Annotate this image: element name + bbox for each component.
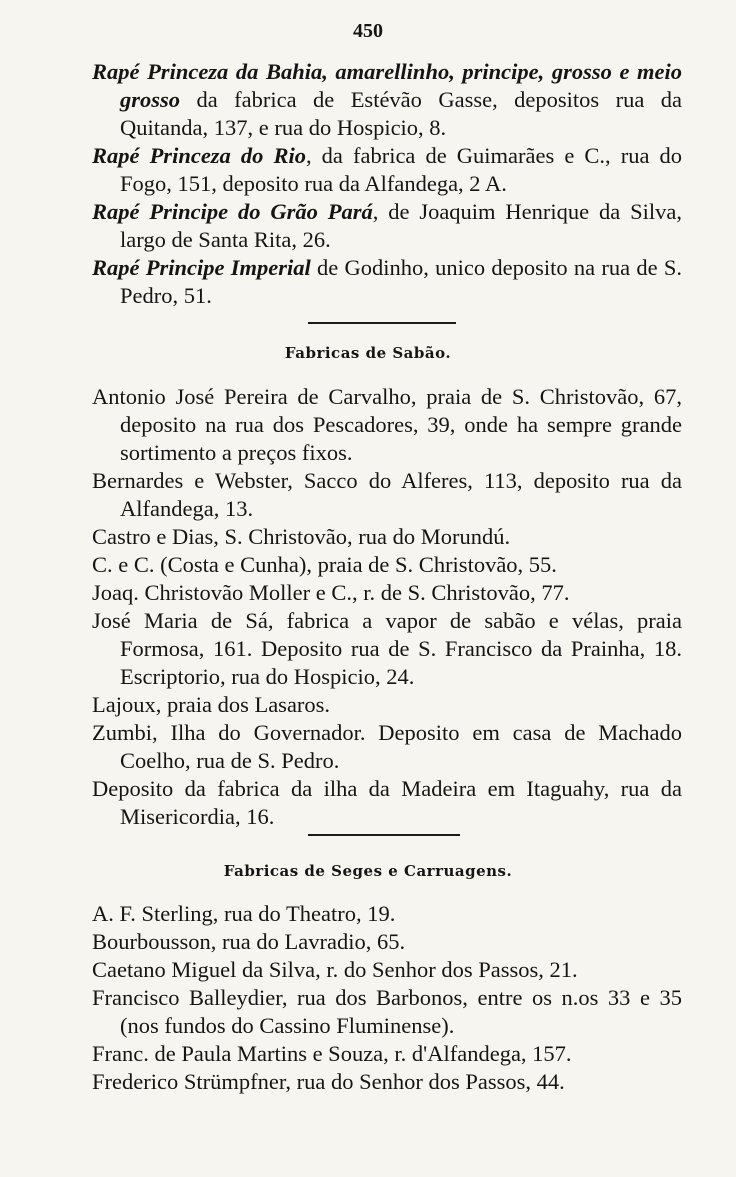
entry-lead: Rapé Princeza do Rio [92,143,306,168]
list-item: José Maria de Sá, fabrica a vapor de sabão e vélas, praia Formosa, 161. Deposito rua de S. Francisco da Prainha, 18. Escriptorio, rua do Hospicio, 24. [92,608,682,689]
list-item: Caetano Miguel da Silva, r. do Senhor dos Passos, 21. [92,957,578,982]
list-item [92,198,682,254]
entry-text: da fabrica de Estévão Gasse, depositos rua da Quitanda, 137, e rua do Hospicio, 8. [120,87,682,140]
entry-lead: Rapé Principe Imperial [92,255,311,280]
list-item: Bourbousson, rua do Lavradio, 65. [92,929,406,954]
list-item [92,58,682,142]
section-divider [308,322,456,324]
section-heading-seges: Fabricas de Seges e Carruagens. [223,862,513,880]
section-divider [308,834,460,836]
page-number: 450 [353,20,383,42]
list-item: Frederico Strümpfner, rua do Senhor dos Passos, 44. [92,1069,565,1094]
entry-lead: Rapé Princeza da Bahia, amarellinho, principe, grosso e meio grosso [92,59,682,112]
list-item: Francisco Balleydier, rua dos Barbonos, entre os n.os 33 e 35 (nos fundos do Cassino Fluminense). [92,985,682,1038]
list-item: Bernardes e Webster, Sacco do Alferes, 113, deposito rua da Alfandega, 13. [92,468,682,521]
entry-text: , da fabrica de Guimarães e C., rua do Fogo, 151, deposito rua da Alfandega, 2 A. [120,143,683,196]
list-item: Joaq. Christovão Moller e C., r. de S. Christovão, 77. [92,580,570,605]
list-item: C. e C. (Costa e Cunha), praia de S. Christovão, 55. [92,552,557,577]
list-item: Lajoux, praia dos Lasaros. [92,692,331,717]
seges-list [92,900,682,1096]
list-item: Castro e Dias, S. Christovão, rua do Morundú. [92,524,511,549]
list-item: Franc. de Paula Martins e Souza, r. d'Alfandega, 157. [92,1041,572,1066]
entry-lead: Rapé Principe do Grão Pará [92,199,373,224]
list-item: Zumbi, Ilha do Governador. Deposito em casa de Machado Coelho, rua de S. Pedro. [92,720,682,773]
list-item [92,142,682,198]
entry-text: de Godinho, unico deposito na rua de S. Pedro, 51. [120,255,682,308]
list-item: A. F. Sterling, rua do Theatro, 19. [92,901,396,926]
list-item: Deposito da fabrica da ilha da Madeira em Itaguahy, rua da Misericordia, 16. [92,776,682,829]
sabao-list [92,383,682,831]
list-item [92,254,682,310]
section-heading-sabao: Fabricas de Sabão. [284,344,452,362]
rape-list [92,58,682,310]
entry-text: , de Joaquim Henrique da Silva, largo de Santa Rita, 26. [120,199,682,252]
list-item: Antonio José Pereira de Carvalho, praia de S. Christovão, 67, deposito na rua dos Pescadores, 39, onde ha sempre grande sortimento a preços fixos. [92,384,682,465]
